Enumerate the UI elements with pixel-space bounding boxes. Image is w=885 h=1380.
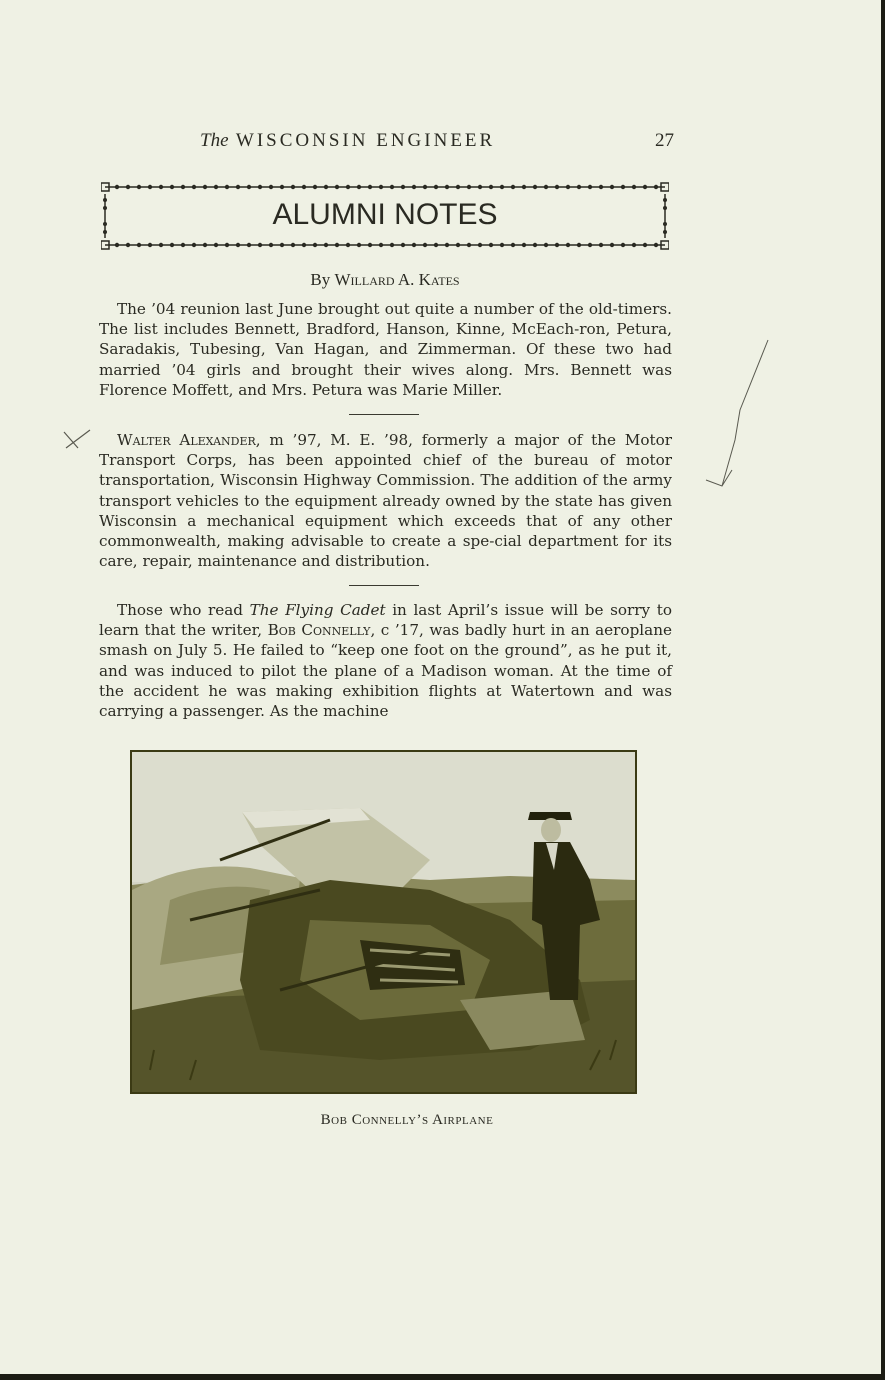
person-name-alexander: Walter Alexander (117, 431, 256, 449)
header-the: The (200, 130, 229, 151)
byline (100, 270, 670, 290)
airplane-wreck-photo (130, 750, 637, 1094)
byline-author: Willard A. Kates (334, 270, 460, 289)
paragraph-connelly-text-b: in last April’s issue will be sorry to learn that the writer, (99, 601, 672, 640)
paragraph-alexander-text: , m ’97, M. E. ’98, formerly a major of the Motor Transport Corps, has been appointed chief of the bureau of motor transportation, Wisconsin Highway Commission. The addition of the army transport vehicles to the equipment already owned by the state has given Wisconsin a mechanical equipment which exceeds that of any other commonwealth, making advisable to create a spe-cial department for its care, repair, maintenance and distribution. (99, 431, 672, 571)
x-mark-icon (64, 430, 90, 448)
page-edge-right (881, 0, 885, 1380)
person-name-connelly: Bob Connelly (267, 621, 371, 640)
running-header (200, 130, 674, 156)
paragraph-connelly (99, 600, 672, 721)
header-magazine-name: WISCONSIN ENGINEER (235, 130, 496, 151)
article-title-flying-cadet: The Flying Cadet (249, 601, 386, 619)
paragraph-connelly-text-a: Those who read (117, 601, 250, 619)
section-divider (349, 585, 419, 586)
section-title-box (101, 182, 669, 250)
photo-image (130, 750, 637, 1094)
photo-caption: Bob Connelly’s Airplane (320, 1112, 494, 1128)
paragraph-reunion: The ’04 reunion last June brought out quite a number of the old-timers. The list includes Bennett, Bradford, Hanson, Kinne, McEach-ron, Petura, Saradakis, Tubesing, Van Hagan, and Zimmerman. Of these two had married ’04 girls and brought their wives along. Mrs. Bennett was Florence Moffett, and Mrs. Petura was Marie Miller. (99, 300, 672, 399)
paragraph-connelly-text-c: , c ’17, was badly hurt in an aeroplane smash on July 5. He failed to “keep one foot on the ground”, as he put it, and was induced to pilot the plane of a Madison woman. At the time of the accident he was making exhibition flights at Watertown and was carrying a passenger. As the machine (99, 621, 672, 721)
section-title: ALUMNI NOTES (272, 198, 498, 231)
paragraph-alexander (99, 430, 672, 571)
checkmark-icon (706, 340, 768, 486)
page-number: 27 (655, 130, 674, 151)
section-divider (349, 414, 419, 415)
byline-by: By (310, 270, 331, 289)
page-edge-bottom (0, 1374, 885, 1380)
